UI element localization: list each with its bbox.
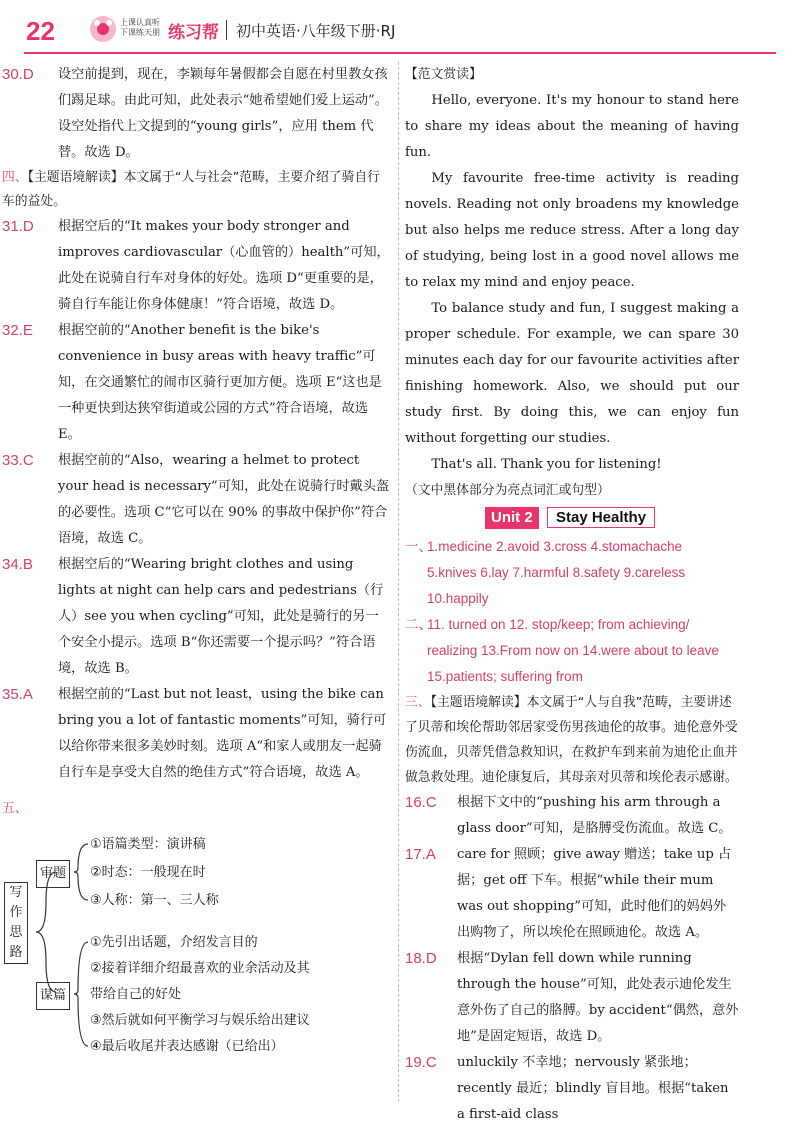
answer-31 <box>2 214 390 318</box>
answer-18 <box>405 946 739 1050</box>
header-rule <box>24 52 776 54</box>
column-divider <box>398 62 399 1102</box>
answer-label: 19.C <box>405 1054 437 1071</box>
left-column <box>2 62 390 1072</box>
answer-text: 根据空前的“Last but not least，using the bike can bring you a lot of fantastic moments”可知，骑行可以给你带来很多美妙时刻。选项 A“和家人或朋友一起骑自行车是享受大自然的绝佳方式”符合语境，故选 A。 <box>58 687 387 780</box>
answer-17 <box>405 842 739 946</box>
section-tag: 【主题语境解读】 <box>27 170 124 185</box>
mindmap-branch-shenti: 审题 <box>36 860 70 888</box>
essay-paragraph-4: That's all. Thank you for listening! <box>431 457 662 472</box>
answer-text: care for 照顾；give away 赠送；take up 占据；get off 下车。根据“while their mum was out shopping”可知，此时他们的妈妈外出购物了，所以埃伦在照顾迪伦。故选 A。 <box>457 847 732 940</box>
answer-text: 根据空前的“Also，wearing a helmet to protect your head is necessary”可知，此处在说骑行时戴头盔的必要性。选项 C“它可以在 90% 的事故中保护你”符合语境，故选 C。 <box>58 453 390 546</box>
unit-tag: Unit 2 <box>485 507 539 529</box>
section-3-intro <box>405 690 739 790</box>
section-number: 五、 <box>2 801 28 816</box>
answer-text: 根据下文中的“pushing his arm through a glass door”可知，是胳膊受伤流血。故选 C。 <box>457 795 732 836</box>
mindmap-leaf-8: ④最后收尾并表达感谢（已给出） <box>90 1039 284 1054</box>
answer-text: 设空前提到，现在，李颖每年暑假都会自愿在村里教女孩们踢足球。由此可知，此处表示“她希望她们爱上运动”。设空处指代上文提到的“young girls”，应用 them 代替。故选 D。 <box>58 67 388 160</box>
answer-32 <box>2 318 390 448</box>
answer-34 <box>2 552 390 682</box>
answer-label: 30.D <box>2 66 34 83</box>
answer-line: 15.patients; suffering from <box>427 669 583 684</box>
section-5-heading <box>2 796 390 822</box>
answer-line: 5.knives 6.lay 7.harmful 8.safety 9.careless <box>427 565 686 580</box>
mindmap-leaf-7: ③然后就如何平衡学习与娱乐给出建议 <box>90 1013 310 1028</box>
essay-note: （文中黑体部分为亮点词汇或句型） <box>405 483 610 498</box>
answer-19 <box>405 1050 739 1128</box>
section-text: 本文属于“人与自我”范畴，主要讲述了贝蒂和埃伦帮助邻居家受伤男孩迪伦的故事。迪伦意外受伤流血，贝蒂凭借急救知识，在救护车到来前为迪伦止血并做急救处理。迪伦康复后，其母亲对贝蒂和埃伦表示感谢。 <box>405 695 738 785</box>
mindmap-leaf-3: ③人称：第一、三人称 <box>90 893 219 908</box>
book-title: 初中英语·八年级下册·RJ <box>236 22 396 40</box>
writing-mindmap <box>2 822 390 1072</box>
answer-35 <box>2 682 390 786</box>
answer-text: unluckily 不幸地；nervously 紧张地；recently 最近；blindly 盲目地。根据“taken a first-aid class <box>457 1055 729 1122</box>
answer-label: 17.A <box>405 846 436 863</box>
unit-name: Stay Healthy <box>547 507 655 528</box>
answer-16 <box>405 790 739 842</box>
mindmap-leaf-6: 带给自己的好处 <box>90 987 182 1002</box>
mindmap-leaf-2: ②时态：一般现在时 <box>90 865 206 880</box>
answer-33 <box>2 448 390 552</box>
section-tag: 【主题语境解读】 <box>430 695 527 710</box>
page-number: 22 <box>26 16 55 46</box>
mindmap-leaf-5: ②接着详细介绍最喜欢的业余活动及其 <box>90 961 310 976</box>
section-number: 一、 <box>405 539 432 554</box>
answer-label: 31.D <box>2 218 34 235</box>
right-column <box>405 62 739 1128</box>
answer-label: 34.B <box>2 556 33 573</box>
mindmap-branch-moupian: 谋篇 <box>36 982 70 1010</box>
answer-30 <box>2 62 390 166</box>
answer-line: 1.medicine 2.avoid 3.cross 4.stomachache <box>427 539 683 554</box>
answer-label: 32.E <box>2 322 33 339</box>
answer-label: 35.A <box>2 686 33 703</box>
answer-line: 10.happily <box>427 591 489 606</box>
section-number: 三、 <box>405 695 431 710</box>
mindmap-leaf-4: ①先引出话题，介绍发言目的 <box>90 935 258 950</box>
section-number: 二、 <box>405 617 432 632</box>
answer-label: 33.C <box>2 452 34 469</box>
section-number: 四、 <box>2 170 28 185</box>
answer-line: 11. turned on 12. stop/keep; from achieving/ <box>427 617 690 632</box>
unit-banner <box>405 504 739 534</box>
essay-paragraph-1: Hello, everyone. It's my honour to stand here to share my ideas about the meaning of having fun. <box>405 93 739 160</box>
answer-text: 根据空前的“Another benefit is the bike's convenience in busy areas with heavy traffic”可知，在交通繁忙的闹市区骑行更加方便。选项 E“这也是一种更快到达狭窄街道或公园的方式”符合语境，故选 E。 <box>58 323 382 442</box>
section-2-answers <box>405 612 739 690</box>
mindmap-leaf-1: ①语篇类型：演讲稿 <box>90 837 206 852</box>
answer-line: realizing 13.From now on 14.were about to leave <box>427 643 719 658</box>
answer-text: 根据空后的“Wearing bright clothes and using lights at night can help cars and pedestrians（行人）see you when cycling”可知，此处是骑行的另一个安全小提示。选项 B“你还需要一个提示吗？”符合语境，故选 B。 <box>58 557 384 676</box>
page-header <box>0 0 800 58</box>
model-essay-title: 【范文赏读】 <box>405 67 482 82</box>
section-1-answers <box>405 534 739 612</box>
answer-text: 根据空后的“It makes your body stronger and improves cardiovascular（心血管的）health”可知，此处在说骑自行车对身体的好处。选项 D“更重要的是，骑自行车能让你身体健康！”符合语境，故选 D。 <box>58 219 390 312</box>
answer-text: 根据“Dylan fell down while running through the house”可知，此处表示迪伦发生意外伤了自己的胳膊。by accident“偶然，意外地”是固定短语，故选 D。 <box>457 951 739 1044</box>
section-4-intro <box>2 166 390 214</box>
answer-label: 16.C <box>405 794 437 811</box>
essay-paragraph-2: My favourite free-time activity is reading novels. Reading not only broadens my knowledge but also helps me reduce stress. After a long day of studying, being lost in a good novel allows me to relax my mind and enjoy peace. <box>405 171 739 290</box>
essay-paragraph-3: To balance study and fun, I suggest making a proper schedule. For example, we can spare 30 minutes each day for our favourite activities after finishing homework. Also, we should put our study first. By doing this, we can enjoy fun without forgetting our studies. <box>405 301 739 446</box>
flower-logo-icon <box>88 14 118 44</box>
answer-label: 18.D <box>405 950 437 967</box>
section-text: 本文属于“人与社会”范畴，主要介绍了骑自行车的益处。 <box>2 170 380 209</box>
mindmap-root: 写作思路 <box>4 882 28 964</box>
brand-slogan: 上课认真听 下课练天朋 <box>120 18 160 37</box>
brand-name: 练习帮 <box>168 23 219 43</box>
header-divider <box>226 20 227 40</box>
